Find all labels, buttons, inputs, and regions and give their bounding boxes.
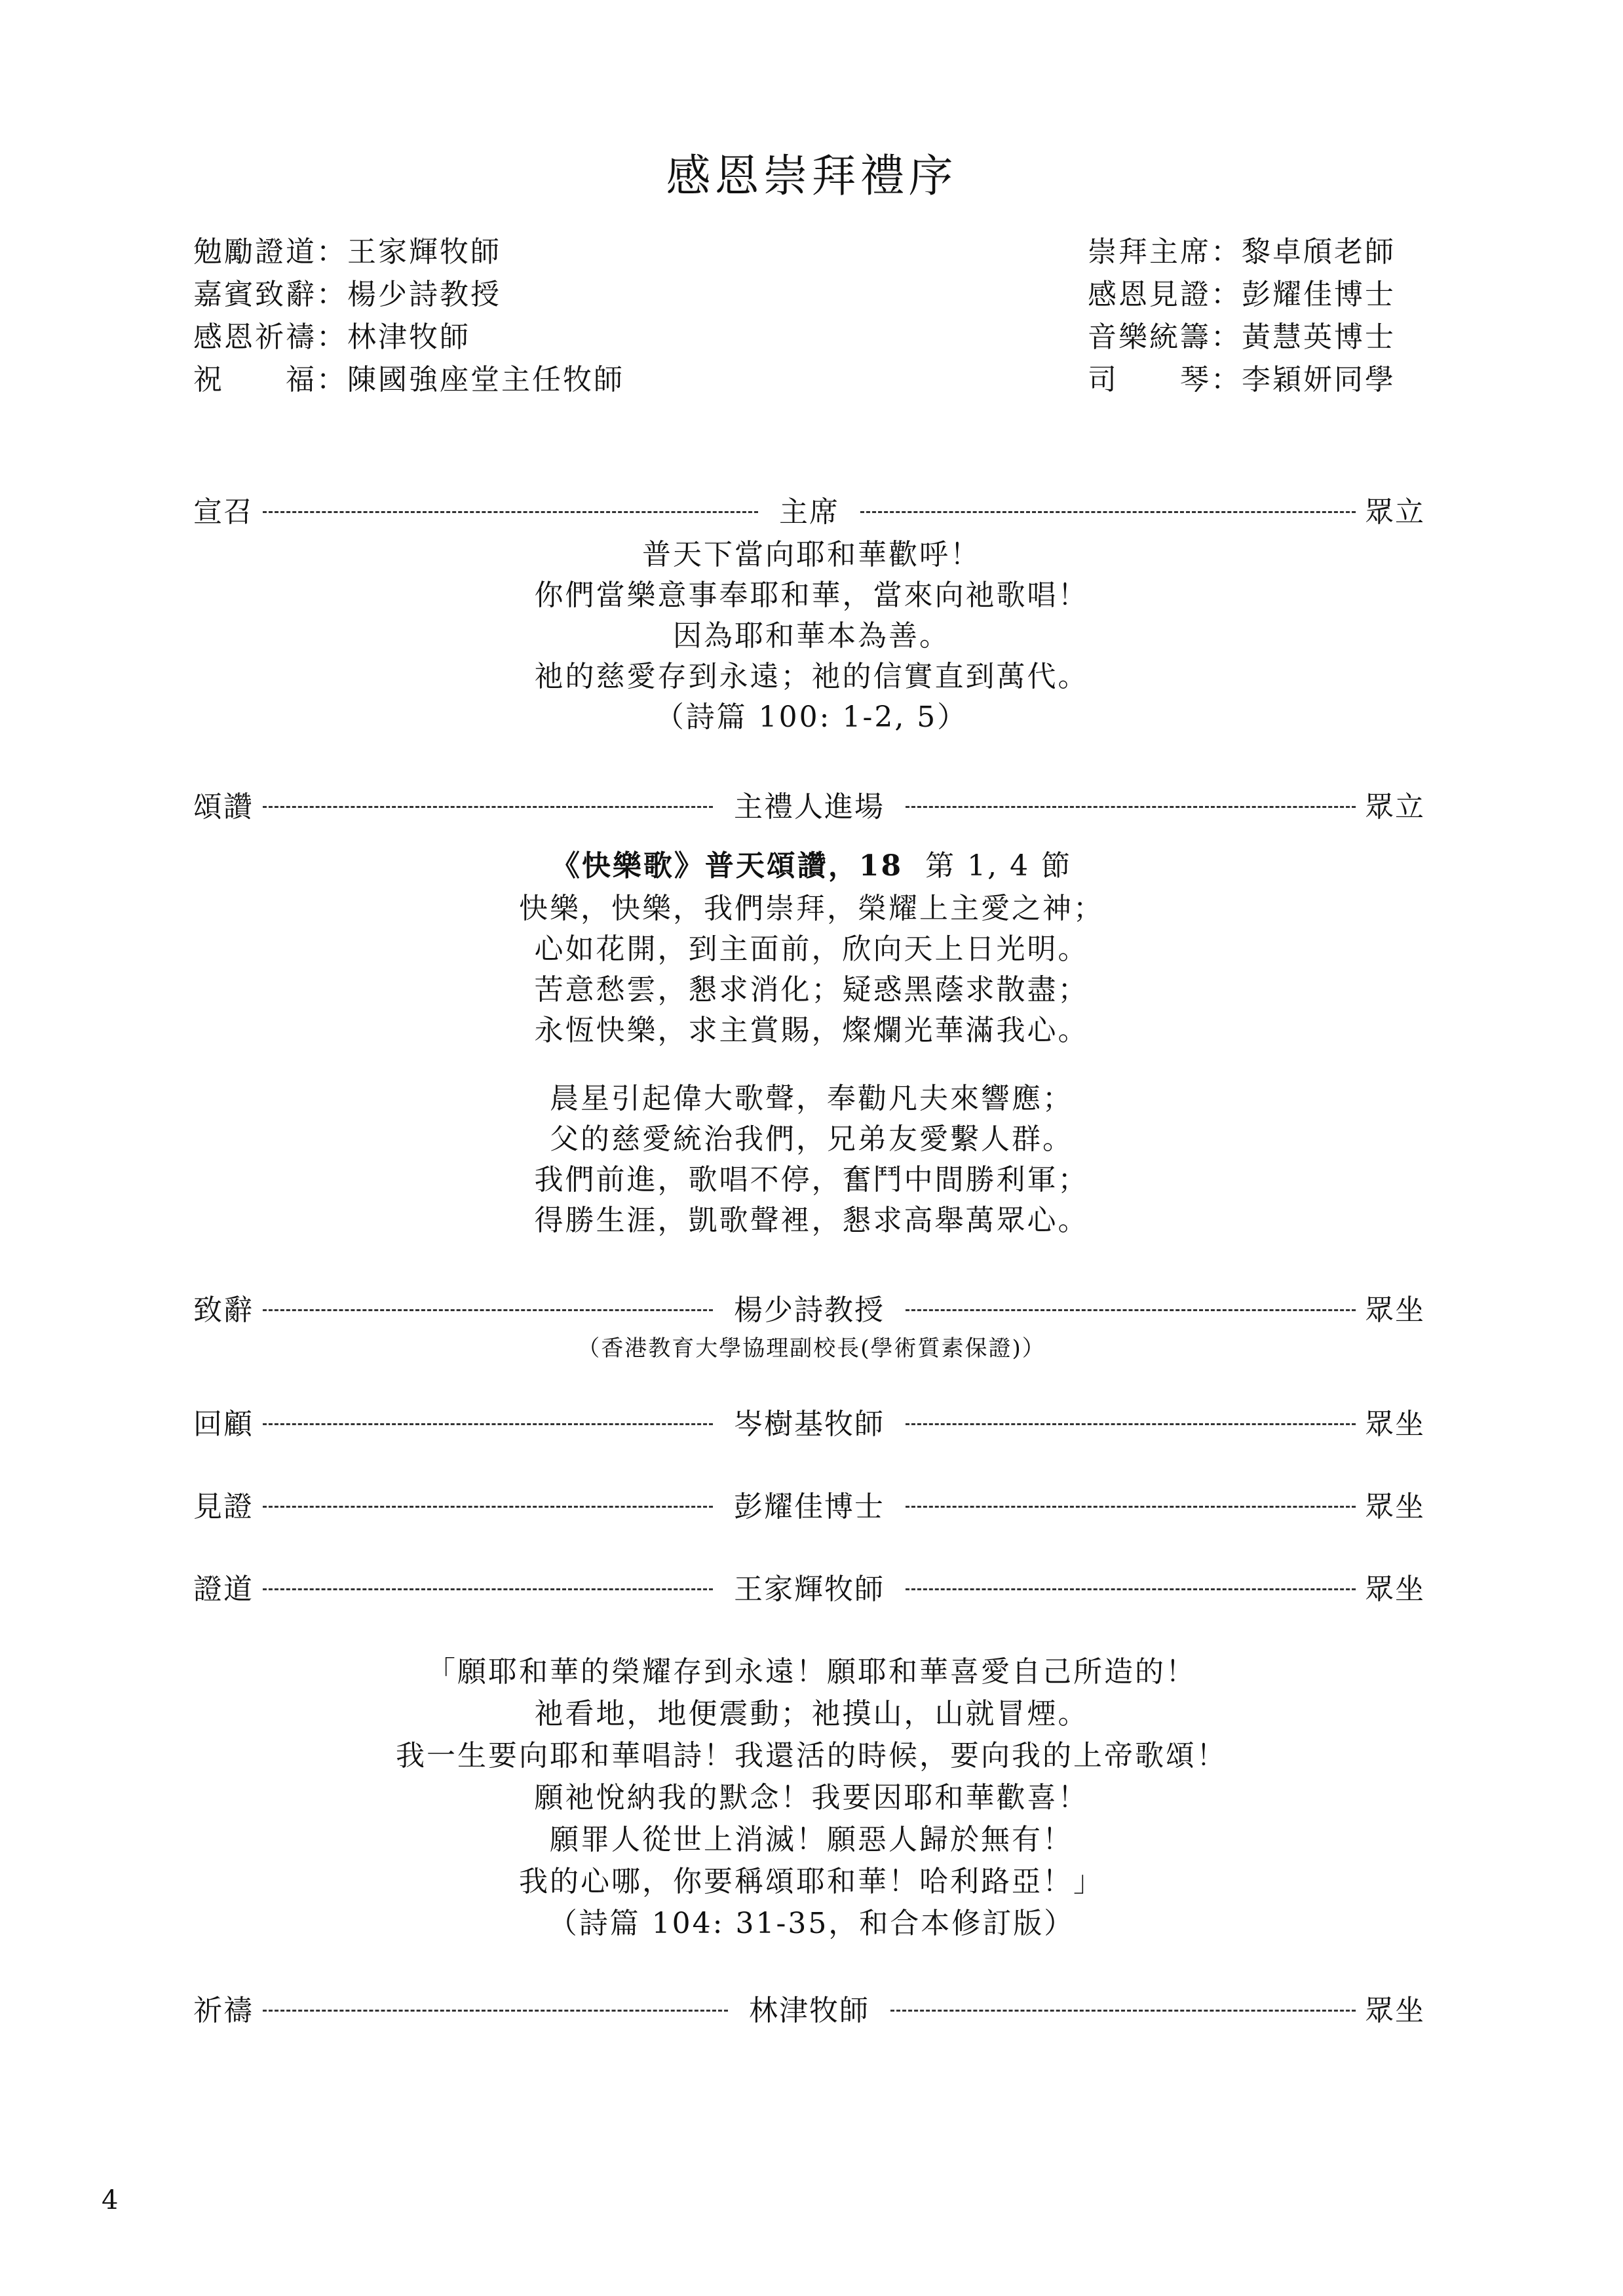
item-label: 致辭 xyxy=(193,1293,254,1327)
item-posture: 眾坐 xyxy=(1365,1490,1425,1523)
leader-dots xyxy=(890,2010,1356,2012)
role-label: 感恩見證 xyxy=(1088,278,1211,311)
call-text-line: 普天下當向耶和華歡呼！ xyxy=(642,538,981,571)
leader-dots xyxy=(263,1309,713,1311)
item-posture: 眾坐 xyxy=(1365,1994,1425,2027)
item-leader: 王家輝牧師 xyxy=(734,1573,885,1606)
role-label: 祝 福 xyxy=(193,363,316,396)
role-right-4: 司 琴：李穎妍同學 xyxy=(1088,363,1396,396)
role-name: 彭耀佳博士 xyxy=(1242,278,1396,311)
item-leader: 主禮人進場 xyxy=(734,790,885,824)
leader-dots xyxy=(860,511,1356,513)
scripture-line: 祂看地，地便震動；祂摸山，山就冒煙。 xyxy=(534,1697,1089,1731)
item-label: 見證 xyxy=(193,1490,254,1523)
page-number: 4 xyxy=(102,2185,119,2215)
hymn-line: 父的慈愛統治我們，兄弟友愛繫人群。 xyxy=(550,1122,1073,1156)
leader-dots xyxy=(906,806,1356,808)
role-name: 王家輝牧師 xyxy=(347,235,501,269)
scripture-line: 願祂悅納我的默念！我要因耶和華歡喜！ xyxy=(534,1781,1089,1814)
call-text-line: 因為耶和華本為善。 xyxy=(673,619,950,653)
role-name: 林津牧師 xyxy=(347,320,470,354)
role-left-3: 感恩祈禱：林津牧師 xyxy=(193,320,470,354)
item-label: 宣召 xyxy=(193,495,254,529)
role-name: 黎卓頎老師 xyxy=(1242,235,1396,269)
order-item-address xyxy=(193,1286,1425,1328)
role-label: 勉勵證道 xyxy=(193,235,316,269)
order-item-review xyxy=(193,1400,1425,1442)
item-leader: 林津牧師 xyxy=(749,1994,869,2027)
order-item-testimony xyxy=(193,1483,1425,1525)
item-posture: 眾坐 xyxy=(1365,1573,1425,1606)
hymn-line: 永恆快樂，求主賞賜，燦爛光華滿我心。 xyxy=(534,1014,1089,1047)
leader-dots xyxy=(263,806,713,808)
call-text-line: 你們當樂意事奉耶和華，當來向祂歌唱！ xyxy=(534,579,1089,612)
leader-dots xyxy=(263,1588,713,1590)
role-name: 陳國強座堂主任牧師 xyxy=(347,363,624,396)
leader-dots xyxy=(263,511,758,513)
role-right-2: 感恩見證：彭耀佳博士 xyxy=(1088,278,1396,311)
leader-dots xyxy=(263,2010,728,2012)
hymn-line: 我們前進，歌唱不停，奮鬥中間勝利軍； xyxy=(534,1163,1089,1196)
role-left-1: 勉勵證道：王家輝牧師 xyxy=(193,235,501,269)
scripture-line: 我一生要向耶和華唱詩！我還活的時候，要向我的上帝歌頌！ xyxy=(396,1739,1227,1772)
role-right-1: 崇拜主席：黎卓頎老師 xyxy=(1088,235,1396,269)
item-leader: 岑樹基牧師 xyxy=(734,1407,885,1441)
hymn-line: 苦意愁雲，懇求消化；疑惑黑蔭求散盡； xyxy=(534,973,1089,1006)
leader-dots xyxy=(906,1309,1356,1311)
role-label: 崇拜主席 xyxy=(1088,235,1211,269)
scripture-line: 我的心哪，你要稱頌耶和華！哈利路亞！」 xyxy=(519,1865,1104,1898)
role-left-2: 嘉賓致辭：楊少詩教授 xyxy=(193,278,501,311)
page-title: 感恩崇拜禮序 xyxy=(666,151,957,202)
item-label: 證道 xyxy=(193,1573,254,1606)
order-item-sermon xyxy=(193,1565,1425,1607)
item-posture: 眾立 xyxy=(1365,790,1425,824)
address-note: （香港教育大學協理副校長(學術質素保證)） xyxy=(577,1335,1046,1362)
hymn-line: 心如花開，到主面前，欣向天上日光明。 xyxy=(534,932,1089,966)
hymn-line: 快樂，快樂，我們崇拜，榮耀上主愛之神； xyxy=(519,892,1104,925)
call-text-line: 祂的慈愛存到永遠；祂的信實直到萬代。 xyxy=(534,660,1089,693)
item-leader: 彭耀佳博士 xyxy=(734,1490,885,1523)
order-item-prayer xyxy=(193,1987,1425,2029)
item-label: 頌讚 xyxy=(193,790,254,824)
leader-dots xyxy=(263,1506,713,1508)
item-leader: 楊少詩教授 xyxy=(734,1293,885,1327)
role-left-4: 祝 福：陳國強座堂主任牧師 xyxy=(193,363,624,396)
role-name: 李穎妍同學 xyxy=(1242,363,1396,396)
order-item-praise xyxy=(193,783,1425,825)
role-name: 黃慧英博士 xyxy=(1242,320,1396,354)
role-label: 司 琴 xyxy=(1088,363,1211,396)
item-posture: 眾立 xyxy=(1365,495,1425,529)
role-right-3: 音樂統籌：黃慧英博士 xyxy=(1088,320,1396,354)
item-label: 回顧 xyxy=(193,1407,254,1441)
call-reference: （詩篇 100: 1-2, 5） xyxy=(655,700,968,734)
hymn-heading xyxy=(0,842,1623,884)
item-label: 祈禱 xyxy=(193,1994,254,2027)
leader-dots xyxy=(263,1423,713,1425)
leader-dots xyxy=(906,1588,1356,1590)
hymn-line: 晨星引起偉大歌聲，奉勸凡夫來響應； xyxy=(550,1082,1073,1115)
hymn-verses: 第 1, 4 節 xyxy=(925,849,1073,883)
hymn-title: 《快樂歌》普天頌讚，18 xyxy=(550,849,904,883)
leader-dots xyxy=(906,1506,1356,1508)
role-label: 音樂統籌 xyxy=(1088,320,1211,354)
hymn-line: 得勝生涯，凱歌聲裡，懇求高舉萬眾心。 xyxy=(534,1204,1089,1237)
role-label: 感恩祈禱 xyxy=(193,320,316,354)
scripture-line: 願罪人從世上消滅！願惡人歸於無有！ xyxy=(550,1823,1073,1856)
scripture-reference: （詩篇 104: 31-35，和合本修訂版） xyxy=(548,1907,1075,1940)
leader-dots xyxy=(906,1423,1356,1425)
item-posture: 眾坐 xyxy=(1365,1293,1425,1327)
item-posture: 眾坐 xyxy=(1365,1407,1425,1441)
role-label: 嘉賓致辭 xyxy=(193,278,316,311)
item-leader: 主席 xyxy=(779,495,839,529)
order-item-call xyxy=(193,488,1425,530)
role-name: 楊少詩教授 xyxy=(347,278,501,311)
scripture-line: 「願耶和華的榮耀存到永遠！願耶和華喜愛自己所造的！ xyxy=(427,1655,1196,1689)
